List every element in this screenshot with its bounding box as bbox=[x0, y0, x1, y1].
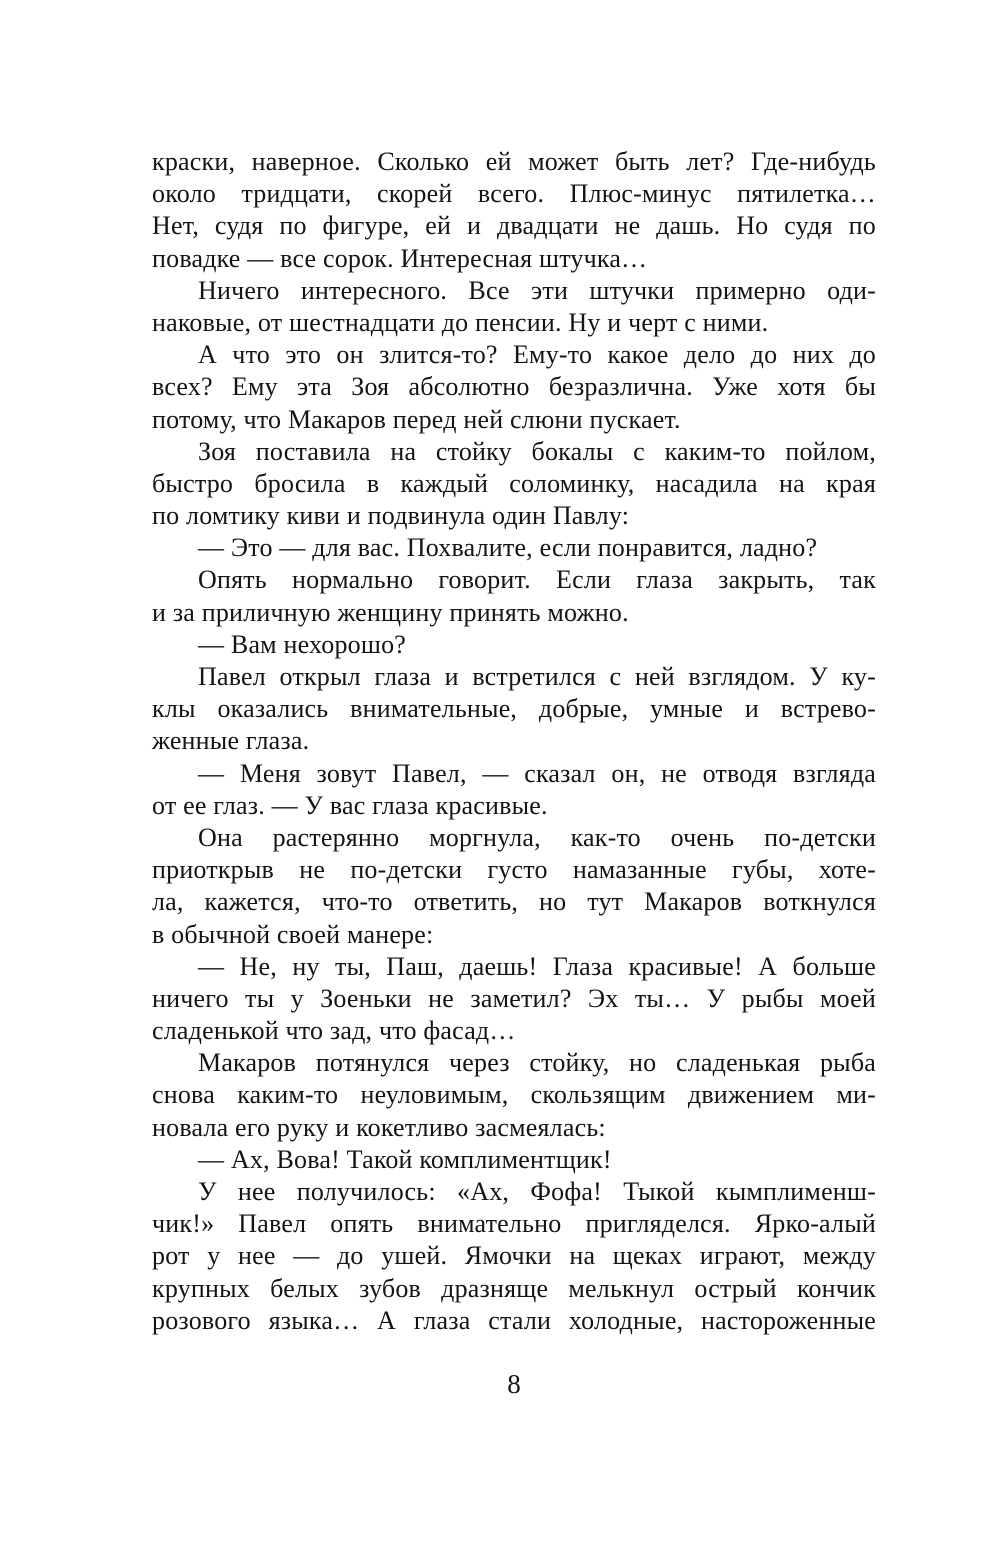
paragraph bbox=[152, 951, 876, 1048]
text-line: клы оказались внимательные, добрые, умные и встрево- bbox=[152, 694, 876, 724]
text-line: розового языка… А глаза стали холодные, настороженные bbox=[152, 1305, 876, 1335]
paragraph bbox=[152, 339, 876, 436]
text-line: в обычной своей манере: bbox=[152, 919, 434, 949]
text-line: от ее глаз. — У вас глаза красивые. bbox=[152, 790, 548, 820]
text-line: наковые, от шестнадцати до пенсии. Ну и черт с ними. bbox=[152, 307, 769, 337]
paragraph bbox=[152, 436, 876, 533]
text-line: Павел открыл глаза и встретился с ней взглядом. У ку- bbox=[198, 662, 876, 691]
text-line: и за приличную женщину принять можно. bbox=[152, 597, 629, 627]
text-line: быстро бросила в каждый соломинку, насадила на края bbox=[152, 468, 876, 498]
text-line: чик!» Павел опять внимательно пригляделся. Ярко-алый bbox=[152, 1209, 876, 1239]
page-number: 8 bbox=[507, 1369, 521, 1399]
paragraph bbox=[152, 532, 876, 564]
paragraph bbox=[152, 1144, 876, 1176]
text-line: около тридцати, скорей всего. Плюс-минус пятилетка… bbox=[152, 179, 876, 209]
text-line: — Это — для вас. Похвалите, если понравится, ладно? bbox=[198, 533, 818, 563]
text-line: Она растерянно моргнула, как-то очень по-детски bbox=[198, 822, 876, 852]
text-line: женные глаза. bbox=[152, 726, 310, 756]
text-line: потому, что Макаров перед ней слюни пускает. bbox=[152, 404, 681, 434]
text-line: по ломтику киви и подвинула один Павлу: bbox=[152, 501, 630, 531]
text-line: сладенькой что зад, что фасад… bbox=[152, 1016, 516, 1046]
text-line: Макаров потянулся через стойку, но сладенькая рыба bbox=[198, 1048, 876, 1078]
text-line: рот у нее — до ушей. Ямочки на щеках играют, между bbox=[152, 1241, 876, 1271]
text-line: крупных белых зубов дразняще мелькнул острый кончик bbox=[152, 1273, 876, 1303]
text-line: ничего ты у Зоеньки не заметил? Эх ты… У рыбы моей bbox=[152, 983, 876, 1013]
paragraph bbox=[152, 146, 876, 275]
paragraph bbox=[152, 758, 876, 822]
paragraph bbox=[152, 1047, 876, 1144]
paragraph bbox=[152, 275, 876, 339]
text-line: снова каким-то неуловимым, скользящим движением ми- bbox=[152, 1080, 876, 1110]
text-line: — Ах, Вова! Такой комплиментщик! bbox=[198, 1144, 612, 1174]
text-line: Опять нормально говорит. Если глаза закрыть, так bbox=[198, 565, 876, 595]
text-line: Зоя поставила на стойку бокалы с каким-то пойлом, bbox=[198, 436, 876, 466]
text-line: Ничего интересного. Все эти штучки примерно оди- bbox=[198, 275, 876, 305]
text-line: Нет, судя по фигуре, ей и двадцати не дашь. Но судя по bbox=[152, 211, 876, 241]
text-line: приоткрыв не по-детски густо намазанные губы, хоте- bbox=[152, 855, 876, 885]
text-line: краски, наверное. Сколько ей может быть лет? Где-нибудь bbox=[152, 147, 876, 176]
paragraph bbox=[152, 822, 876, 951]
paragraph bbox=[152, 564, 876, 628]
text-line: А что это он злится-то? Ему-то какое дело до них до bbox=[198, 340, 876, 370]
text-line: ла, кажется, что-то ответить, но тут Макаров воткнулся bbox=[152, 887, 876, 917]
paragraph bbox=[152, 629, 876, 661]
text-line: новала его руку и кокетливо засмеялась: bbox=[152, 1112, 606, 1142]
text-line: — Вам нехорошо? bbox=[198, 629, 407, 659]
page-text bbox=[152, 146, 876, 1337]
text-line: всех? Ему эта Зоя абсолютно безразлична. Уже хотя бы bbox=[152, 372, 876, 402]
paragraph bbox=[152, 661, 876, 758]
text-line: — Меня зовут Павел, — сказал он, не отводя взгляда bbox=[198, 758, 876, 788]
text-line: — Не, ну ты, Паш, даешь! Глаза красивые! А больше bbox=[198, 951, 876, 981]
text-line: У нее получилось: «Ах, Фофа! Тыкой кымплименш- bbox=[198, 1177, 876, 1206]
text-line: повадке — все сорок. Интересная штучка… bbox=[152, 243, 648, 273]
paragraph bbox=[152, 1176, 876, 1337]
